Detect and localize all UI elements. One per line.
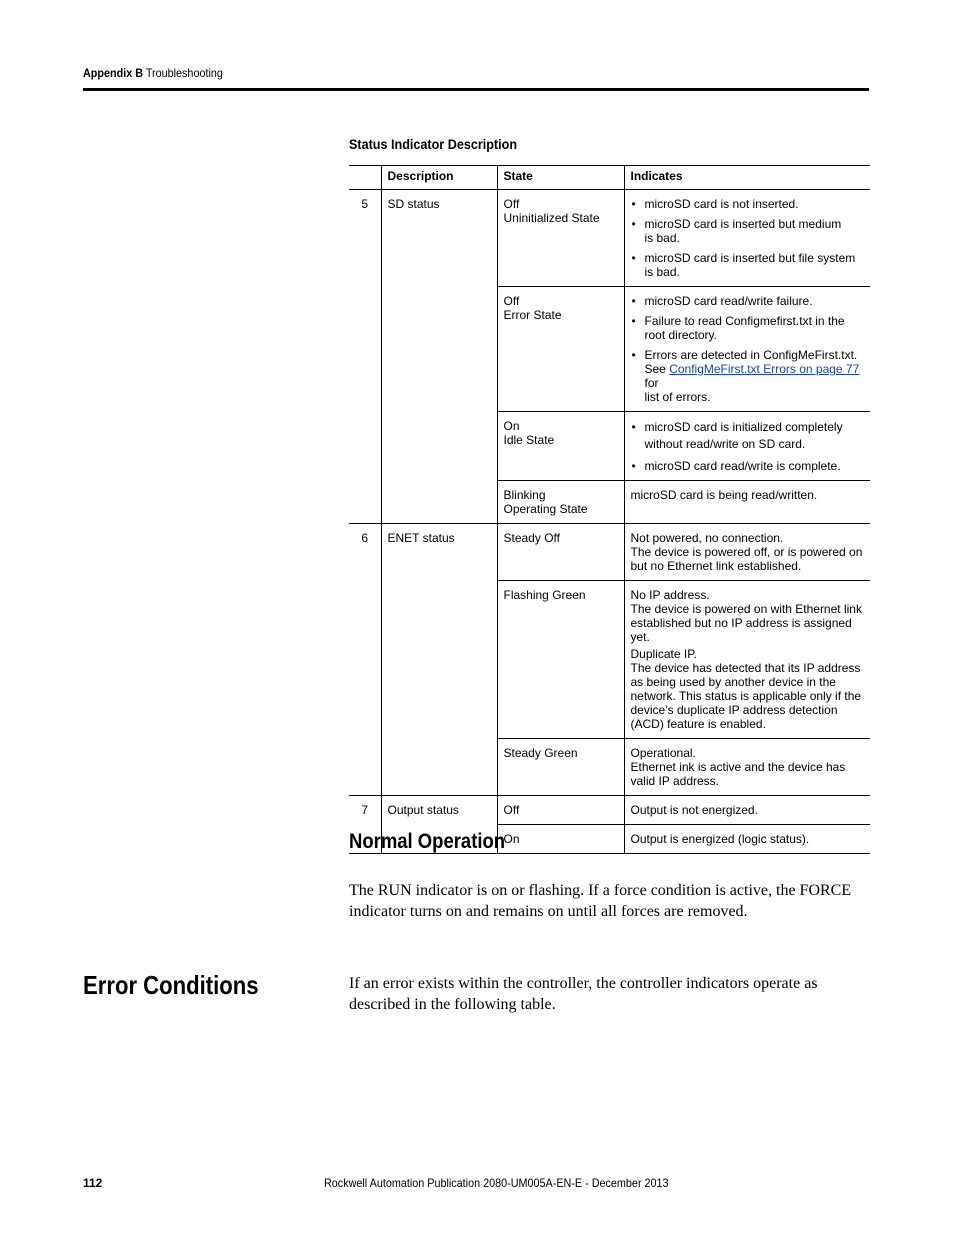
header-number [349,166,381,190]
bullet-item: • microSD card is initialized completely without read/write on SD card. [631,419,865,453]
header-appendix: Appendix B [83,66,144,80]
table-row [349,190,870,287]
row-indicates: Output is not energized. [624,796,870,825]
normal-operation-body: The RUN indicator is on or flashing. If a force condition is active, the FORCE indicator turns on and remains on until all forces are removed. [349,882,852,920]
bullet-item: • microSD card read/write failure. [631,294,865,308]
row-indicates: No IP address. The device is powered on with Ethernet link established but no IP address is assigned yet. Duplicate IP. The device has detected that its IP address as being used by another device in the network. This status is applicable only if the device’s duplicate IP address detection (ACD) feature is enabled. [624,581,870,739]
error-conditions-heading: Error Conditions [83,970,259,1000]
error-conditions-body: If an error exists within the controller, the controller indicators operate as described in the following table. [349,975,818,1013]
bullet-item: • microSD card read/write is complete. [631,459,865,473]
row-description: ENET status [381,524,497,796]
row-number: 7 [349,796,381,854]
table-caption: Status Indicator Description [349,136,518,152]
row-state: Steady Green [497,739,624,796]
row-indicates: Output is energized (logic status). [624,825,870,854]
table-header-row [349,166,870,190]
row-indicates: microSD card is being read/written. [624,481,870,524]
row-indicates [624,190,870,287]
bullet-item: • microSD card is inserted but medium is bad. [631,217,865,245]
row-indicates [624,287,870,412]
bullet-item: • microSD card is not inserted. [631,197,865,211]
table-row [349,796,870,825]
normal-operation-heading: Normal Operation [349,830,506,853]
row-number: 6 [349,524,381,796]
row-number: 5 [349,190,381,524]
page-number: 112 [83,1176,103,1190]
header-indicates: Indicates [624,166,870,190]
row-indicates: Not powered, no connection. The device is powered off, or is powered on but no Ethernet link established. [624,524,870,581]
row-description: SD status [381,190,497,524]
row-state: Off [497,796,624,825]
header-section: Troubleshooting [145,66,223,80]
row-state: Off Error State [497,287,624,412]
table-row [349,524,870,581]
bullet-item: • Errors are detected in ConfigMeFirst.txt. See ConfigMeFirst.txt Errors on page 77 for list of errors. [631,348,865,404]
row-indicates [624,412,870,481]
publication-footer: Rockwell Automation Publication 2080-UM005A-EN-E - December 2013 [324,1176,669,1190]
bullet-item: • microSD card is inserted but file system is bad. [631,251,865,279]
status-indicator-table [349,165,870,854]
row-state: Steady Off [497,524,624,581]
row-description: Output status [381,796,497,854]
header-state: State [497,166,624,190]
row-state: On Idle State [497,412,624,481]
bullet-item: • Failure to read Configmefirst.txt in the root directory. [631,314,865,342]
row-state: On [497,825,624,854]
running-header [83,66,223,80]
row-state: Blinking Operating State [497,481,624,524]
header-description: Description [381,166,497,190]
header-rule [83,88,869,91]
row-indicates: Operational. Ethernet ink is active and the device has valid IP address. [624,739,870,796]
configmefirst-errors-link[interactable]: ConfigMeFirst.txt Errors on page 77 [669,362,860,376]
row-state: Off Uninitialized State [497,190,624,287]
row-state: Flashing Green [497,581,624,739]
